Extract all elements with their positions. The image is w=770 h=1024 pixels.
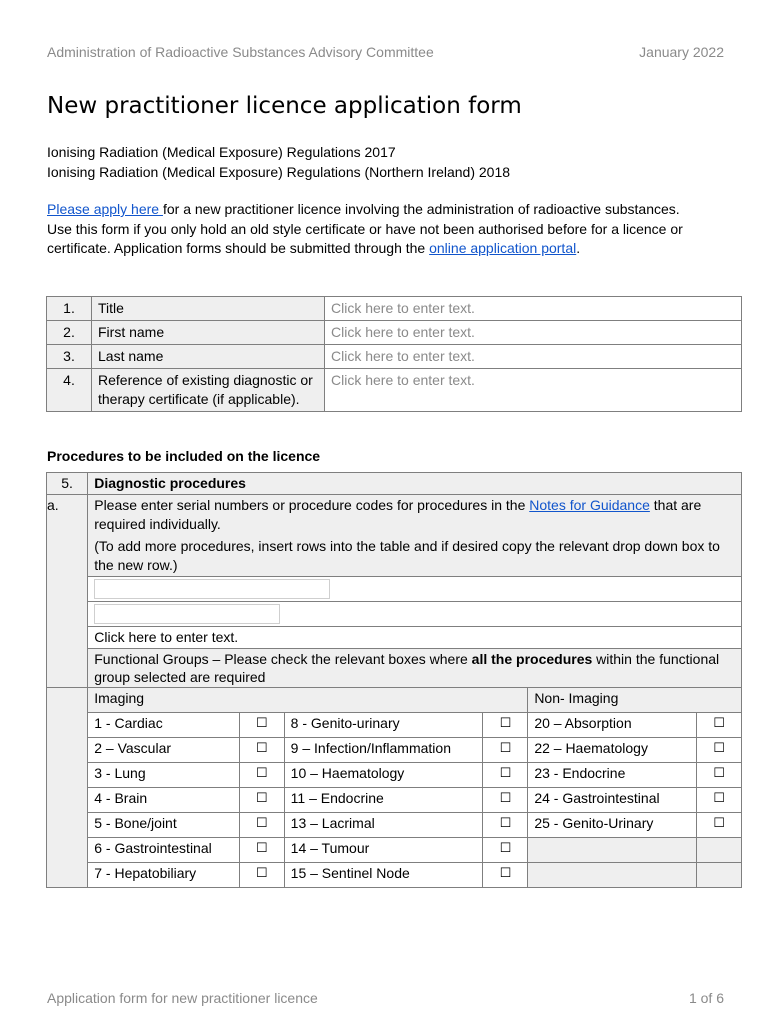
imaging-header: Imaging xyxy=(88,688,528,713)
checkbox[interactable]: ☐ xyxy=(239,863,284,888)
field-label: Title xyxy=(92,297,325,321)
page-title: New practitioner licence application form xyxy=(47,93,522,119)
table-row xyxy=(47,738,742,763)
row-number: 5. xyxy=(47,473,88,495)
table-row xyxy=(47,345,742,369)
group-label: 11 – Endocrine xyxy=(284,788,483,813)
checkbox[interactable]: ☐ xyxy=(483,713,528,738)
online-portal-link[interactable]: online application portal xyxy=(429,240,577,256)
empty-cell xyxy=(528,838,697,863)
empty-cell xyxy=(697,863,742,888)
procedures-table xyxy=(46,472,742,888)
group-label: 7 - Hepatobiliary xyxy=(88,863,240,888)
empty-cell xyxy=(697,838,742,863)
intro-end: . xyxy=(576,240,581,256)
table-row xyxy=(47,321,742,345)
regulation-line: Ionising Radiation (Medical Exposure) Regulations (Northern Ireland) 2018 xyxy=(47,164,511,180)
regulation-line: Ionising Radiation (Medical Exposure) Regulations 2017 xyxy=(47,144,396,160)
group-label: 10 – Haematology xyxy=(284,763,483,788)
last-name-field[interactable]: Click here to enter text. xyxy=(325,345,742,369)
table-row xyxy=(47,297,742,321)
table-row xyxy=(47,602,742,627)
notes-for-guidance-link[interactable]: Notes for Guidance xyxy=(529,497,650,513)
checkbox[interactable]: ☐ xyxy=(239,713,284,738)
empty-cell xyxy=(528,863,697,888)
procedure-entry-cell xyxy=(88,602,742,627)
non-imaging-header: Non- Imaging xyxy=(528,688,742,713)
table-row xyxy=(47,627,742,649)
field-label: Reference of existing diagnostic or therapy certificate (if applicable). xyxy=(92,369,325,412)
table-row xyxy=(47,473,742,495)
checkbox[interactable]: ☐ xyxy=(697,788,742,813)
checkbox[interactable]: ☐ xyxy=(483,738,528,763)
checkbox[interactable]: ☐ xyxy=(697,738,742,763)
checkbox[interactable]: ☐ xyxy=(239,838,284,863)
procedure-dropdown[interactable] xyxy=(94,579,330,599)
footer-title: Application form for new practitioner licence xyxy=(47,990,318,1006)
title-field[interactable]: Click here to enter text. xyxy=(325,297,742,321)
checkbox[interactable]: ☐ xyxy=(239,788,284,813)
instruction-bold: all the procedures xyxy=(471,651,593,667)
row-number: 4. xyxy=(47,369,92,412)
table-row xyxy=(47,788,742,813)
group-label: 8 - Genito-urinary xyxy=(284,713,483,738)
checkbox[interactable]: ☐ xyxy=(697,813,742,838)
table-row xyxy=(47,688,742,713)
table-row xyxy=(47,495,742,577)
table-row xyxy=(47,713,742,738)
row-number: 1. xyxy=(47,297,92,321)
group-label: 4 - Brain xyxy=(88,788,240,813)
group-label: 14 – Tumour xyxy=(284,838,483,863)
table-row xyxy=(47,763,742,788)
checkbox[interactable]: ☐ xyxy=(239,738,284,763)
row-number: 3. xyxy=(47,345,92,369)
checkbox[interactable]: ☐ xyxy=(697,763,742,788)
intro-text: for a new practitioner licence involving the administration of radioactive substances. Use this form if you only hold an old style certificate or have not been authorised before for a licence or certificate. Application forms should be submitted through the xyxy=(47,201,683,256)
instruction-text: Please enter serial numbers or procedure codes for procedures in the xyxy=(94,497,530,513)
header-committee: Administration of Radioactive Substances Advisory Committee xyxy=(47,44,434,60)
instruction-text: Functional Groups – Please check the relevant boxes where xyxy=(94,651,472,667)
procedure-entry-text[interactable]: Click here to enter text. xyxy=(88,627,742,649)
blank-cell xyxy=(47,688,88,888)
group-label: 2 – Vascular xyxy=(88,738,240,763)
instruction-note: (To add more procedures, insert rows into the table and if desired copy the relevant drop down box to the new row.) xyxy=(94,538,720,573)
functional-groups-instructions xyxy=(88,649,742,688)
item-label: a. xyxy=(47,495,88,688)
checkbox[interactable]: ☐ xyxy=(483,863,528,888)
group-label: 1 - Cardiac xyxy=(88,713,240,738)
instruction-text: that are required individually. xyxy=(94,497,702,532)
checkbox[interactable]: ☐ xyxy=(239,763,284,788)
group-label: 6 - Gastrointestinal xyxy=(88,838,240,863)
procedures-section-title: Procedures to be included on the licence xyxy=(47,448,321,464)
checkbox[interactable]: ☐ xyxy=(239,813,284,838)
checkbox[interactable]: ☐ xyxy=(483,813,528,838)
first-name-field[interactable]: Click here to enter text. xyxy=(325,321,742,345)
procedure-dropdown[interactable] xyxy=(94,604,280,624)
header-date: January 2022 xyxy=(639,44,724,60)
group-label: 22 – Haematology xyxy=(528,738,697,763)
group-label: 25 - Genito-Urinary xyxy=(528,813,697,838)
table-row xyxy=(47,813,742,838)
checkbox[interactable]: ☐ xyxy=(483,788,528,813)
group-label: 23 - Endocrine xyxy=(528,763,697,788)
table-row xyxy=(47,649,742,688)
regulations xyxy=(47,142,510,182)
checkbox[interactable]: ☐ xyxy=(483,763,528,788)
table-row xyxy=(47,838,742,863)
table-row xyxy=(47,863,742,888)
instruction-text: within the functional group selected are required xyxy=(94,651,720,685)
individual-procedures-instructions xyxy=(88,495,742,577)
group-label: 3 - Lung xyxy=(88,763,240,788)
field-label: First name xyxy=(92,321,325,345)
group-label: 13 – Lacrimal xyxy=(284,813,483,838)
group-label: 5 - Bone/joint xyxy=(88,813,240,838)
checkbox[interactable]: ☐ xyxy=(483,838,528,863)
apply-here-link[interactable]: Please apply here xyxy=(47,201,163,217)
row-number: 2. xyxy=(47,321,92,345)
checkbox[interactable]: ☐ xyxy=(697,713,742,738)
applicant-details-table xyxy=(46,296,742,412)
group-label: 24 - Gastrointestinal xyxy=(528,788,697,813)
group-label: 9 – Infection/Inflammation xyxy=(284,738,483,763)
intro-paragraph xyxy=(47,200,687,259)
field-label: Last name xyxy=(92,345,325,369)
page-number: 1 of 6 xyxy=(688,990,724,1006)
diagnostic-procedures-heading: Diagnostic procedures xyxy=(88,473,742,495)
certificate-reference-field[interactable]: Click here to enter text. xyxy=(325,369,742,412)
group-label: 15 – Sentinel Node xyxy=(284,863,483,888)
table-row xyxy=(47,577,742,602)
group-label: 20 – Absorption xyxy=(528,713,697,738)
table-row xyxy=(47,369,742,412)
procedure-entry-cell xyxy=(88,577,742,602)
